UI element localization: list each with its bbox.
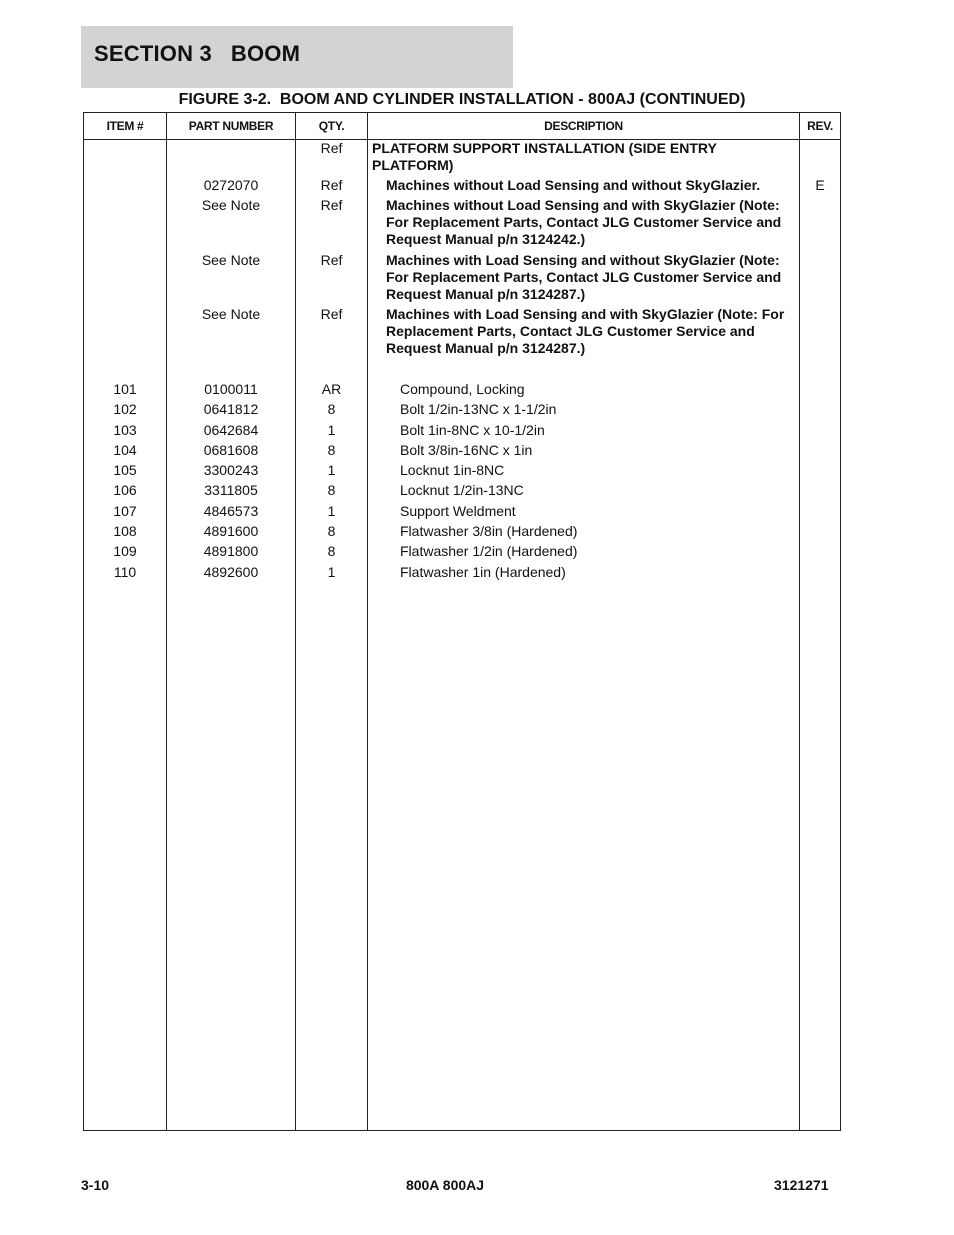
description-cell: PLATFORM SUPPORT INSTALLATION (SIDE ENTRY PLATFORM) (372, 140, 717, 173)
qty-cell: 1 (327, 462, 336, 478)
part-number-cell: 4892600 (203, 564, 259, 580)
qty-cell: Ref (320, 140, 343, 156)
qty-cell: 8 (327, 401, 336, 417)
part-number-cell: 0100011 (204, 381, 258, 397)
column-divider (799, 113, 800, 1130)
part-number-cell: 3311805 (204, 482, 258, 498)
part-number-cell: 0681608 (203, 442, 259, 458)
qty-cell: 8 (327, 543, 336, 559)
item-cell: 106 (113, 482, 137, 498)
part-number-cell: See Note (201, 306, 261, 322)
column-header-part-number: PART NUMBER (188, 119, 274, 133)
part-number-cell: 4891800 (203, 543, 259, 559)
column-header-description: DESCRIPTION (544, 119, 623, 133)
footer-model: 800A 800AJ (405, 1177, 485, 1193)
item-cell: 101 (113, 381, 137, 397)
rev-cell: E (815, 177, 825, 193)
description-cell: Flatwasher 1/2in (Hardened) (400, 543, 578, 559)
description-cell: Machines without Load Sensing and without SkyGlazier. (386, 177, 761, 193)
part-number-cell: 4846573 (203, 503, 259, 519)
qty-cell: Ref (320, 252, 343, 268)
item-cell: 103 (113, 422, 137, 438)
qty-cell: 8 (327, 442, 336, 458)
description-cell: Support Weldment (400, 503, 516, 519)
item-cell: 108 (113, 523, 137, 539)
qty-cell: 8 (327, 523, 336, 539)
part-number-cell: 4891600 (203, 523, 259, 539)
description-cell: Bolt 1/2in-13NC x 1-1/2in (400, 401, 557, 417)
footer-manual-number: 3121271 (774, 1177, 829, 1193)
qty-cell: 1 (327, 564, 336, 580)
column-header-item: ITEM # (106, 119, 144, 133)
column-header-rev: REV. (807, 119, 833, 133)
section-title: SECTION 3 BOOM (94, 41, 301, 66)
part-number-cell: 0641812 (203, 401, 259, 417)
qty-cell: Ref (320, 197, 343, 213)
description-cell: Compound, Locking (400, 381, 525, 397)
part-number-cell: See Note (201, 252, 261, 268)
description-cell: Locknut 1/2in-13NC (400, 482, 524, 498)
item-cell: 110 (113, 564, 137, 580)
qty-cell: Ref (320, 306, 343, 322)
description-cell: Flatwasher 3/8in (Hardened) (400, 523, 578, 539)
description-cell: Locknut 1in-8NC (400, 462, 505, 478)
item-cell: 102 (113, 401, 137, 417)
description-cell: Bolt 1in-8NC x 10-1/2in (400, 422, 545, 438)
qty-cell: 1 (327, 422, 336, 438)
qty-cell: AR (321, 381, 342, 397)
part-number-cell: 0642684 (203, 422, 259, 438)
part-number-cell: 0272070 (203, 177, 259, 193)
item-cell: 107 (113, 503, 137, 519)
part-number-cell: See Note (201, 197, 261, 213)
footer-page-number: 3-10 (81, 1177, 110, 1193)
item-cell: 105 (113, 462, 137, 478)
description-cell: Machines with Load Sensing and without SkyGlazier (Note: For Replacement Parts, Contact JLG Customer Service and Request Manual p/n 3124287.) (386, 252, 782, 302)
item-cell: 109 (113, 543, 137, 559)
column-header-qty: QTY. (318, 119, 345, 133)
description-cell: Bolt 3/8in-16NC x 1in (400, 442, 533, 458)
item-cell: 104 (113, 442, 137, 458)
description-cell: Machines without Load Sensing and with SkyGlazier (Note: For Replacement Parts, Contact JLG Customer Service and Request Manual p/n 3124242.) (386, 197, 782, 247)
description-cell: Flatwasher 1in (Hardened) (400, 564, 566, 580)
qty-cell: 8 (327, 482, 336, 498)
qty-cell: Ref (320, 177, 343, 193)
figure-title: FIGURE 3-2. BOOM AND CYLINDER INSTALLATION - 800AJ (CONTINUED) (178, 91, 746, 108)
description-cell: Machines with Load Sensing and with SkyGlazier (Note: For Replacement Parts, Contact JLG Customer Service and Request Manual p/n 3124287.) (386, 306, 785, 356)
parts-table (83, 112, 841, 1131)
column-divider (367, 113, 368, 1130)
part-number-cell: 3300243 (203, 462, 259, 478)
qty-cell: 1 (327, 503, 336, 519)
